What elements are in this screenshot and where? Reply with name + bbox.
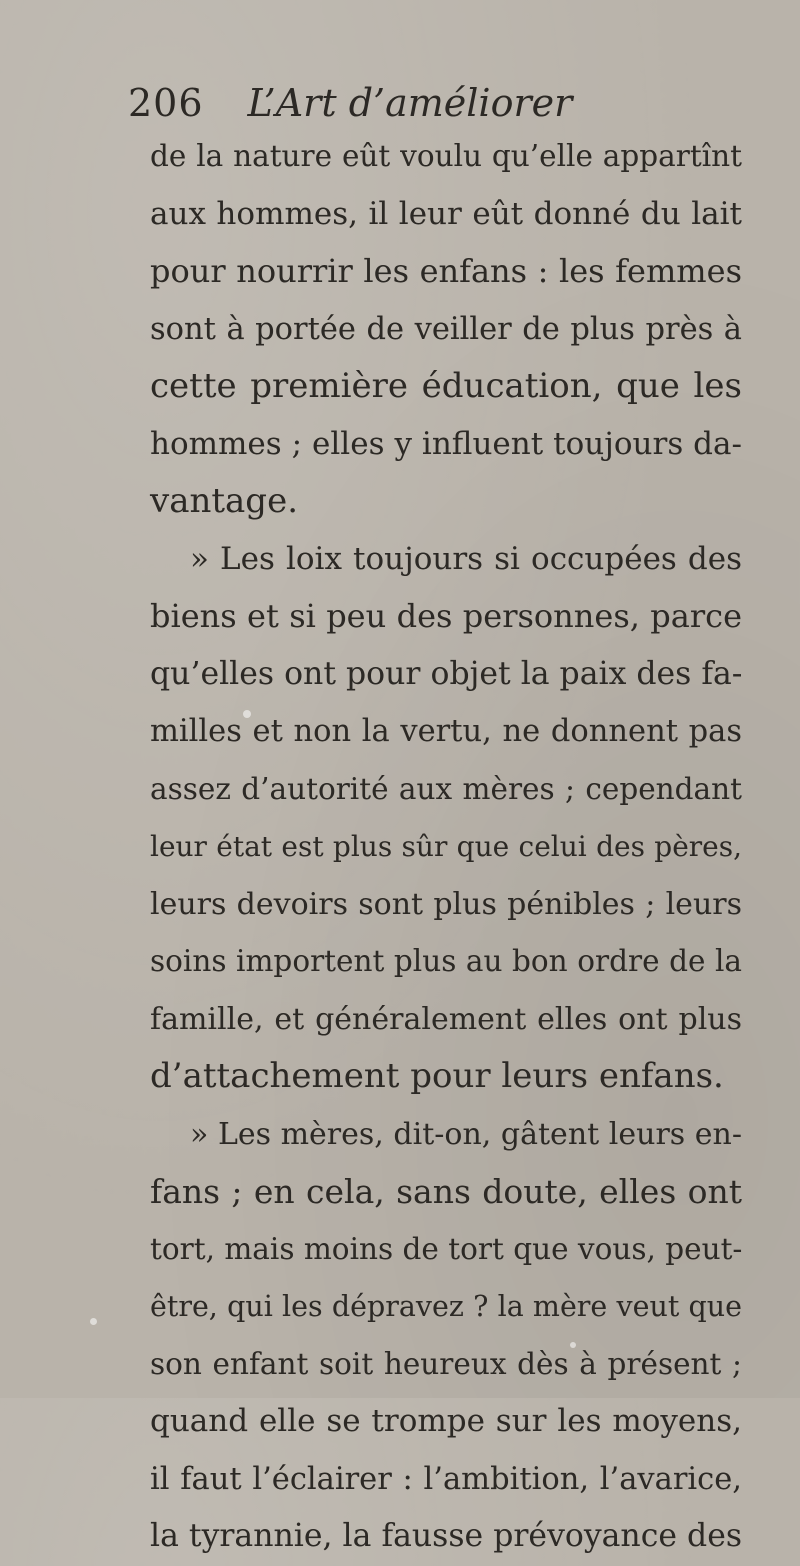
text-line: biens et si peu des personnes, parce [150,597,742,635]
text-line: qu’elles ont pour objet la paix des fa- [150,655,743,692]
text-line: cette première éducation, que les [150,366,742,406]
text-line: aux hommes, il leur eût donné du lait [150,195,742,232]
text-line: la tyrannie, la fausse prévoyance des [150,1518,742,1554]
text-line: soins importent plus au bon ordre de la [150,944,742,978]
page-number: 206 [128,81,204,125]
text-line: assez d’autorité aux mères ; cependant [150,771,742,806]
text-line: hommes ; elles y influent toujours da- [150,425,742,462]
text-line: fans ; en cela, sans doute, elles ont [150,1172,742,1211]
text-line: milles et non la vertu, ne donnent pas [150,714,742,749]
text-line: quand elle se trompe sur les moyens, [150,1403,742,1439]
text-line: son enfant soit heureux dès à présent ; [150,1346,742,1381]
text-line: leur état est plus sûr que celui des pères, [150,830,742,863]
paragraph-start-line: » Les loix toujours si occupées des [190,540,742,577]
text-line: être, qui les dépravez ? la mère veut que [150,1290,742,1323]
text-line: vantage. [150,481,299,521]
text-line: d’attachement pour leurs enfans. [150,1056,724,1096]
text-line: de la nature eût voulu qu’elle appartînt [150,139,742,173]
text-line: famille, et généralement elles ont plus [150,1001,742,1037]
paper-spot [90,1318,97,1325]
running-title: L’Art d’améliorer [247,81,573,125]
running-head [128,78,648,128]
text-line: leurs devoirs sont plus pénibles ; leurs [150,886,742,922]
text-line: il faut l’éclairer : l’ambition, l’avarice, [150,1461,742,1497]
text-line: sont à portée de veiller de plus près à [150,311,742,347]
text-line: pour nourrir les enfans : les femmes [150,252,742,290]
text-line: tort, mais moins de tort que vous, peut- [150,1231,743,1266]
body-text [150,128,742,1566]
paragraph-start-line: » Les mères, dit-on, gâtent leurs en- [190,1116,742,1152]
